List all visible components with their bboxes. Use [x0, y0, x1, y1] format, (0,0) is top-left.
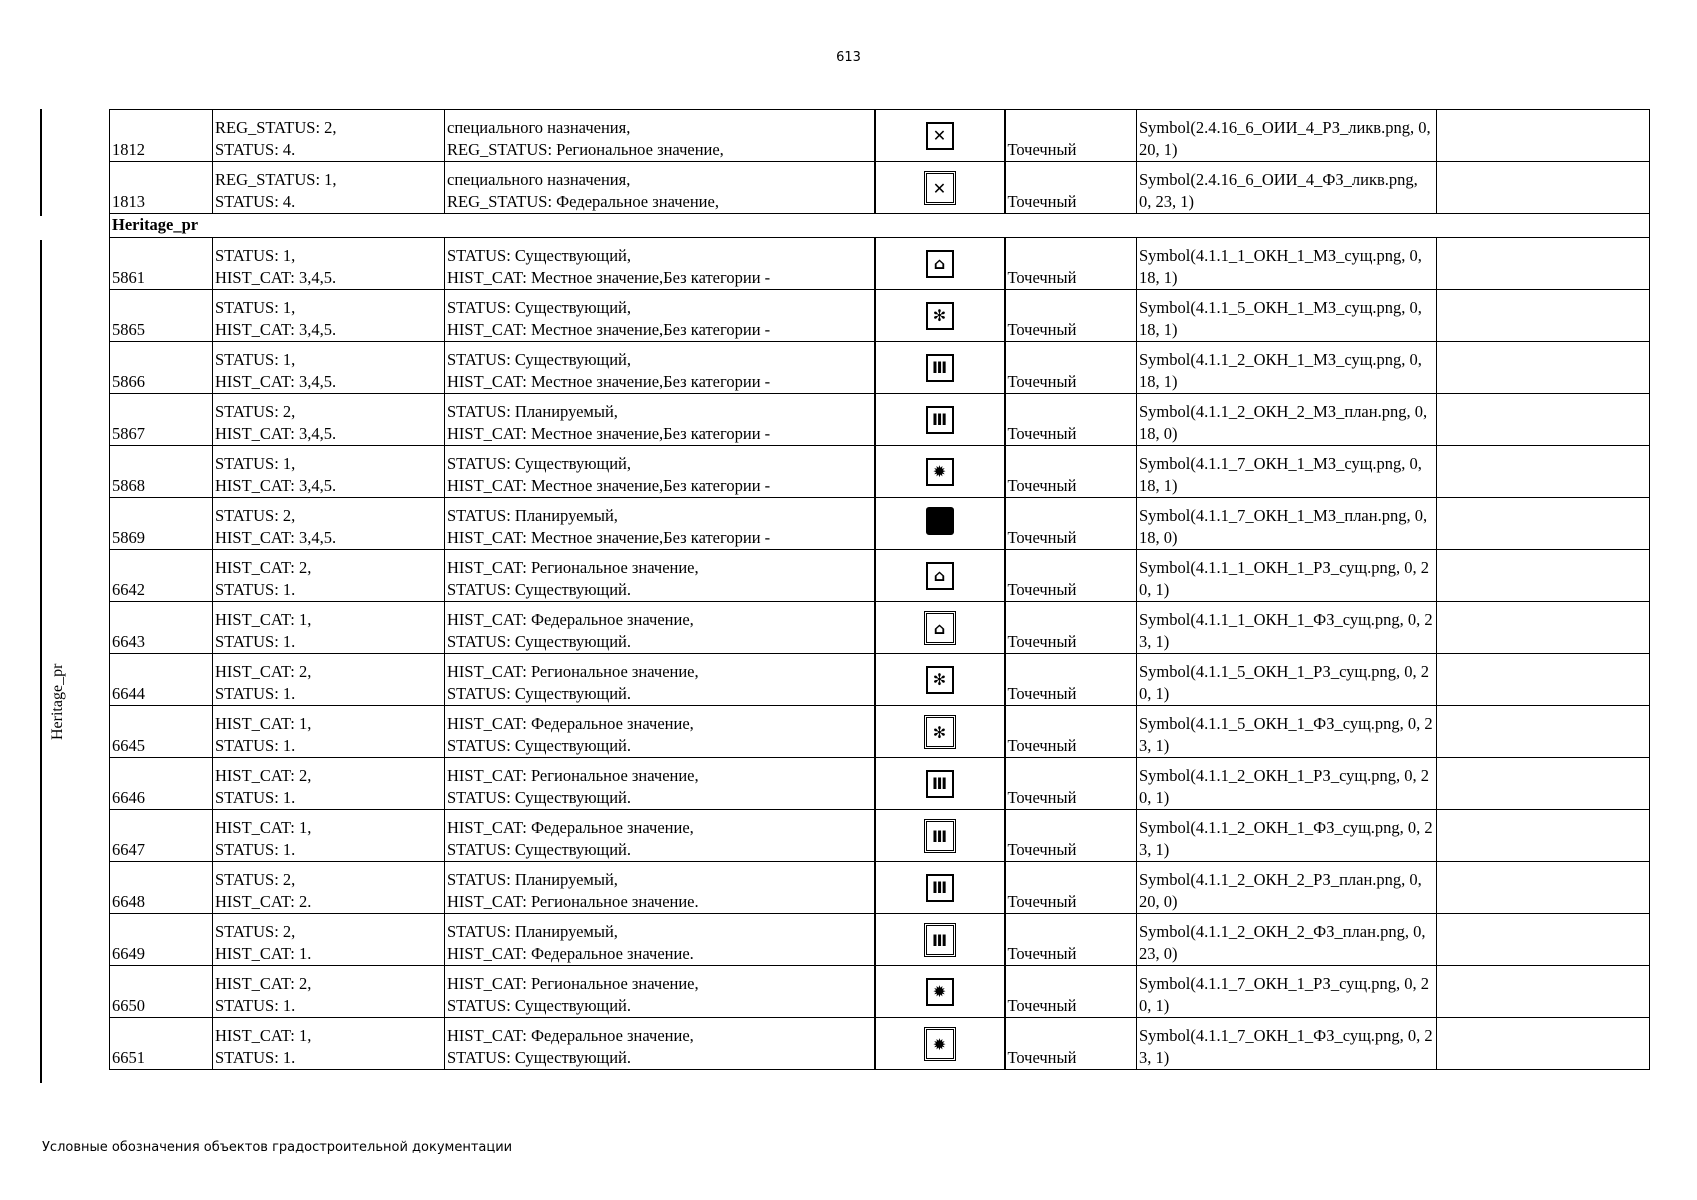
empty-cell [1437, 446, 1650, 498]
condition-line: HIST_CAT: 3,4,5. [215, 475, 337, 495]
condition-cell [213, 706, 445, 758]
description-cell [445, 342, 875, 394]
table-row [110, 394, 1650, 446]
row-id: 6649 [110, 914, 213, 966]
description-line: HIST_CAT: Федеральное значение, [447, 818, 694, 838]
description-line: HIST_CAT: Региональное значение, [447, 558, 699, 578]
empty-cell [1437, 498, 1650, 550]
condition-cell [213, 550, 445, 602]
symbol-definition: Symbol(4.1.1_5_ОКН_1_МЗ_сущ.png, 0, 18, 1) [1137, 290, 1437, 342]
empty-cell [1437, 162, 1650, 214]
crossed-box-icon: ✕ [926, 122, 954, 150]
symbol-definition: Symbol(2.4.16_6_ОИИ_4_ФЗ_ликв.png, 0, 23, 1) [1137, 162, 1437, 214]
condition-line: HIST_CAT: 2, [215, 558, 312, 578]
table-row [110, 758, 1650, 810]
geometry-type: Точечный [1005, 342, 1137, 394]
geometry-type: Точечный [1005, 966, 1137, 1018]
symbols-table [109, 109, 1650, 1070]
description-cell [445, 550, 875, 602]
symbol-preview-cell [875, 238, 1005, 290]
geometry-type: Точечный [1005, 706, 1137, 758]
condition-line: HIST_CAT: 2, [215, 766, 312, 786]
row-id: 6646 [110, 758, 213, 810]
table-row [110, 966, 1650, 1018]
condition-line: REG_STATUS: 1, [215, 170, 337, 190]
geometry-type: Точечный [1005, 446, 1137, 498]
description-cell [445, 238, 875, 290]
table-row [110, 342, 1650, 394]
condition-line: HIST_CAT: 2. [215, 891, 312, 911]
symbol-preview-cell [875, 706, 1005, 758]
description-line: HIST_CAT: Местное значение,Без категории - [447, 319, 771, 339]
condition-cell [213, 342, 445, 394]
house-icon: ⌂ [926, 562, 954, 590]
description-cell [445, 290, 875, 342]
row-id: 5869 [110, 498, 213, 550]
table-body-main [110, 238, 1650, 1070]
crossed-box-icon: ✕ [924, 171, 956, 205]
description-line: HIST_CAT: Местное значение,Без категории - [447, 475, 771, 495]
description-line: HIST_CAT: Местное значение,Без категории - [447, 371, 771, 391]
symbol-preview-cell [875, 602, 1005, 654]
columns-icon: Ⅲ [924, 923, 956, 957]
condition-line: HIST_CAT: 3,4,5. [215, 267, 337, 287]
symbol-definition: Symbol(4.1.1_1_ОКН_1_РЗ_сущ.png, 0, 20, 1) [1137, 550, 1437, 602]
symbol-preview-cell [875, 498, 1005, 550]
condition-line: STATUS: 1, [215, 298, 296, 318]
description-cell [445, 862, 875, 914]
symbol-definition: Symbol(4.1.1_1_ОКН_1_ФЗ_сущ.png, 0, 23, 1) [1137, 602, 1437, 654]
symbol-definition: Symbol(4.1.1_2_ОКН_2_МЗ_план.png, 0, 18, 0) [1137, 394, 1437, 446]
geometry-type: Точечный [1005, 1018, 1137, 1070]
geometry-type: Точечный [1005, 810, 1137, 862]
table-row [110, 550, 1650, 602]
geometry-type: Точечный [1005, 758, 1137, 810]
description-line: REG_STATUS: Федеральное значение, [447, 191, 719, 211]
description-line: HIST_CAT: Местное значение,Без категории - [447, 423, 771, 443]
table-row [110, 654, 1650, 706]
symbol-preview-cell [875, 810, 1005, 862]
table-row [110, 914, 1650, 966]
symbol-definition: Symbol(4.1.1_7_ОКН_1_ФЗ_сущ.png, 0, 23, 1) [1137, 1018, 1437, 1070]
symbol-preview-cell [875, 862, 1005, 914]
symbol-definition: Symbol(4.1.1_1_ОКН_1_МЗ_сущ.png, 0, 18, 1) [1137, 238, 1437, 290]
condition-line: HIST_CAT: 1. [215, 943, 312, 963]
description-line: HIST_CAT: Региональное значение, [447, 766, 699, 786]
symbol-definition: Symbol(4.1.1_5_ОКН_1_ФЗ_сущ.png, 0, 23, 1) [1137, 706, 1437, 758]
description-line: специального назначения, [447, 170, 631, 190]
condition-line: HIST_CAT: 3,4,5. [215, 319, 337, 339]
condition-line: STATUS: 2, [215, 506, 296, 526]
description-cell [445, 654, 875, 706]
table-row [110, 810, 1650, 862]
columns-icon: Ⅲ [926, 354, 954, 382]
description-line: REG_STATUS: Региональное значение, [447, 139, 724, 159]
description-line: STATUS: Существующий. [447, 839, 632, 859]
condition-line: HIST_CAT: 1, [215, 1026, 312, 1046]
geometry-type: Точечный [1005, 238, 1137, 290]
description-cell [445, 162, 875, 214]
geometry-type: Точечный [1005, 394, 1137, 446]
geometry-type: Точечный [1005, 914, 1137, 966]
condition-line: STATUS: 1, [215, 246, 296, 266]
condition-line: HIST_CAT: 1, [215, 818, 312, 838]
description-line: STATUS: Существующий. [447, 787, 632, 807]
condition-cell [213, 162, 445, 214]
row-id: 6648 [110, 862, 213, 914]
condition-line: STATUS: 2, [215, 402, 296, 422]
condition-cell [213, 498, 445, 550]
description-line: HIST_CAT: Региональное значение. [447, 891, 699, 911]
snowflake-icon: ✻ [926, 302, 954, 330]
table-row [110, 862, 1650, 914]
condition-line: STATUS: 2, [215, 922, 296, 942]
symbol-definition: Symbol(4.1.1_7_ОКН_1_МЗ_сущ.png, 0, 18, 1) [1137, 446, 1437, 498]
description-line: STATUS: Планируемый, [447, 922, 618, 942]
row-id: 1812 [110, 110, 213, 162]
condition-line: STATUS: 1. [215, 839, 296, 859]
columns-icon: Ⅲ [926, 770, 954, 798]
description-line: STATUS: Существующий, [447, 350, 632, 370]
description-line: STATUS: Существующий, [447, 298, 632, 318]
condition-line: HIST_CAT: 1, [215, 714, 312, 734]
table-row [110, 162, 1650, 214]
row-id: 5865 [110, 290, 213, 342]
table-row [110, 290, 1650, 342]
symbol-preview-cell [875, 914, 1005, 966]
condition-line: STATUS: 1. [215, 579, 296, 599]
description-line: специального назначения, [447, 118, 631, 138]
columns-icon: Ⅲ [926, 406, 954, 434]
symbol-preview-cell [875, 342, 1005, 394]
description-line: HIST_CAT: Федеральное значение, [447, 610, 694, 630]
gear-icon: ✹ [926, 978, 954, 1006]
condition-line: STATUS: 1. [215, 787, 296, 807]
empty-cell [1437, 110, 1650, 162]
description-line: STATUS: Существующий. [447, 1047, 632, 1067]
description-line: STATUS: Существующий. [447, 683, 632, 703]
condition-line: HIST_CAT: 3,4,5. [215, 371, 337, 391]
description-line: STATUS: Существующий. [447, 735, 632, 755]
condition-cell [213, 602, 445, 654]
empty-cell [1437, 602, 1650, 654]
description-cell [445, 446, 875, 498]
symbol-definition: Symbol(4.1.1_2_ОКН_2_ФЗ_план.png, 0, 23, 0) [1137, 914, 1437, 966]
condition-cell [213, 758, 445, 810]
row-id: 6644 [110, 654, 213, 706]
description-cell [445, 914, 875, 966]
table-row [110, 446, 1650, 498]
symbol-preview-cell [875, 394, 1005, 446]
empty-cell [1437, 1018, 1650, 1070]
table-group-header [110, 214, 1650, 238]
house-icon: ⌂ [926, 250, 954, 278]
condition-line: HIST_CAT: 2, [215, 974, 312, 994]
symbol-preview-cell [875, 446, 1005, 498]
row-id: 5867 [110, 394, 213, 446]
table-row [110, 706, 1650, 758]
empty-cell [1437, 706, 1650, 758]
row-id: 5866 [110, 342, 213, 394]
condition-line: HIST_CAT: 1, [215, 610, 312, 630]
geometry-type: Точечный [1005, 290, 1137, 342]
condition-cell [213, 394, 445, 446]
geometry-type: Точечный [1005, 602, 1137, 654]
empty-cell [1437, 758, 1650, 810]
symbol-definition: Symbol(4.1.1_5_ОКН_1_РЗ_сущ.png, 0, 20, 1) [1137, 654, 1437, 706]
description-line: HIST_CAT: Местное значение,Без категории - [447, 527, 771, 547]
condition-line: HIST_CAT: 2, [215, 662, 312, 682]
description-line: STATUS: Планируемый, [447, 402, 618, 422]
symbol-preview-cell [875, 290, 1005, 342]
description-line: STATUS: Существующий. [447, 579, 632, 599]
description-cell [445, 966, 875, 1018]
description-line: HIST_CAT: Федеральное значение, [447, 1026, 694, 1046]
house-icon: ⌂ [924, 611, 956, 645]
section-label: Heritage_pr [49, 663, 66, 740]
condition-line: STATUS: 1, [215, 454, 296, 474]
description-cell [445, 498, 875, 550]
symbol-definition: Symbol(4.1.1_2_ОКН_2_РЗ_план.png, 0, 20, 0) [1137, 862, 1437, 914]
description-cell [445, 758, 875, 810]
empty-cell [1437, 238, 1650, 290]
condition-cell [213, 654, 445, 706]
row-id: 6647 [110, 810, 213, 862]
table-row [110, 1018, 1650, 1070]
geometry-type: Точечный [1005, 498, 1137, 550]
empty-cell [1437, 914, 1650, 966]
description-line: STATUS: Существующий, [447, 454, 632, 474]
condition-cell [213, 1018, 445, 1070]
empty-cell [1437, 550, 1650, 602]
symbol-definition: Symbol(4.1.1_2_ОКН_1_МЗ_сущ.png, 0, 18, 1) [1137, 342, 1437, 394]
table-body-top [110, 110, 1650, 214]
description-line: HIST_CAT: Местное значение,Без категории - [447, 267, 771, 287]
symbol-preview-cell [875, 162, 1005, 214]
description-cell [445, 706, 875, 758]
symbol-preview-cell [875, 110, 1005, 162]
row-id: 6645 [110, 706, 213, 758]
row-id: 6650 [110, 966, 213, 1018]
columns-icon: Ⅲ [924, 819, 956, 853]
row-id: 6643 [110, 602, 213, 654]
symbol-preview-cell [875, 966, 1005, 1018]
condition-line: STATUS: 1, [215, 350, 296, 370]
description-line: HIST_CAT: Федеральное значение, [447, 714, 694, 734]
table-row [110, 498, 1650, 550]
left-border-top [40, 109, 42, 216]
footer-text: Условные обозначения объектов градостроительной документации [42, 1140, 513, 1155]
row-id: 6651 [110, 1018, 213, 1070]
description-line: HIST_CAT: Региональное значение, [447, 662, 699, 682]
empty-cell [1437, 810, 1650, 862]
group-header-cell: Heritage_pr [110, 214, 1650, 238]
table-row [110, 602, 1650, 654]
condition-line: STATUS: 1. [215, 683, 296, 703]
empty-cell [1437, 290, 1650, 342]
description-line: STATUS: Планируемый, [447, 870, 618, 890]
row-id: 5861 [110, 238, 213, 290]
condition-cell [213, 862, 445, 914]
condition-line: HIST_CAT: 3,4,5. [215, 423, 337, 443]
condition-cell [213, 110, 445, 162]
symbol-definition: Symbol(4.1.1_7_ОКН_1_РЗ_сущ.png, 0, 20, 1) [1137, 966, 1437, 1018]
condition-line: STATUS: 4. [215, 191, 296, 211]
symbol-definition: Symbol(2.4.16_6_ОИИ_4_РЗ_ликв.png, 0, 20, 1) [1137, 110, 1437, 162]
description-line: HIST_CAT: Федеральное значение. [447, 943, 694, 963]
condition-cell [213, 966, 445, 1018]
row-id: 5868 [110, 446, 213, 498]
snowflake-icon: ✻ [924, 715, 956, 749]
condition-line: HIST_CAT: 3,4,5. [215, 527, 337, 547]
row-id: 1813 [110, 162, 213, 214]
empty-cell [1437, 862, 1650, 914]
condition-cell [213, 914, 445, 966]
description-line: STATUS: Существующий, [447, 246, 632, 266]
gear-icon: ✹ [924, 1027, 956, 1061]
condition-line: STATUS: 1. [215, 735, 296, 755]
description-cell [445, 602, 875, 654]
table-row [110, 110, 1650, 162]
condition-line: STATUS: 2, [215, 870, 296, 890]
geometry-type: Точечный [1005, 862, 1137, 914]
description-line: HIST_CAT: Региональное значение, [447, 974, 699, 994]
condition-line: STATUS: 1. [215, 995, 296, 1015]
description-cell [445, 1018, 875, 1070]
symbol-preview-cell [875, 1018, 1005, 1070]
condition-line: STATUS: 4. [215, 139, 296, 159]
table-row [110, 238, 1650, 290]
empty-cell [1437, 654, 1650, 706]
symbol-preview-cell [875, 550, 1005, 602]
condition-cell [213, 446, 445, 498]
empty-cell [1437, 342, 1650, 394]
geometry-type: Точечный [1005, 162, 1137, 214]
condition-line: STATUS: 1. [215, 631, 296, 651]
condition-line: STATUS: 1. [215, 1047, 296, 1067]
symbol-preview-cell [875, 758, 1005, 810]
gear-icon: ✹ [926, 458, 954, 486]
row-id: 6642 [110, 550, 213, 602]
description-line: STATUS: Существующий. [447, 995, 632, 1015]
snowflake-icon: ✻ [926, 666, 954, 694]
filled-square-icon [926, 507, 954, 535]
condition-cell [213, 238, 445, 290]
description-cell [445, 110, 875, 162]
symbol-definition: Symbol(4.1.1_2_ОКН_1_РЗ_сущ.png, 0, 20, 1) [1137, 758, 1437, 810]
page-number: 613 [836, 50, 861, 65]
empty-cell [1437, 966, 1650, 1018]
geometry-type: Точечный [1005, 110, 1137, 162]
condition-line: REG_STATUS: 2, [215, 118, 337, 138]
description-line: STATUS: Планируемый, [447, 506, 618, 526]
columns-icon: Ⅲ [926, 874, 954, 902]
description-cell [445, 394, 875, 446]
symbol-preview-cell [875, 654, 1005, 706]
condition-cell [213, 290, 445, 342]
symbol-definition: Symbol(4.1.1_2_ОКН_1_ФЗ_сущ.png, 0, 23, 1) [1137, 810, 1437, 862]
empty-cell [1437, 394, 1650, 446]
description-cell [445, 810, 875, 862]
geometry-type: Точечный [1005, 550, 1137, 602]
geometry-type: Точечный [1005, 654, 1137, 706]
left-border-bottom [40, 240, 42, 1083]
condition-cell [213, 810, 445, 862]
description-line: STATUS: Существующий. [447, 631, 632, 651]
symbol-definition: Symbol(4.1.1_7_ОКН_1_МЗ_план.png, 0, 18, 0) [1137, 498, 1437, 550]
